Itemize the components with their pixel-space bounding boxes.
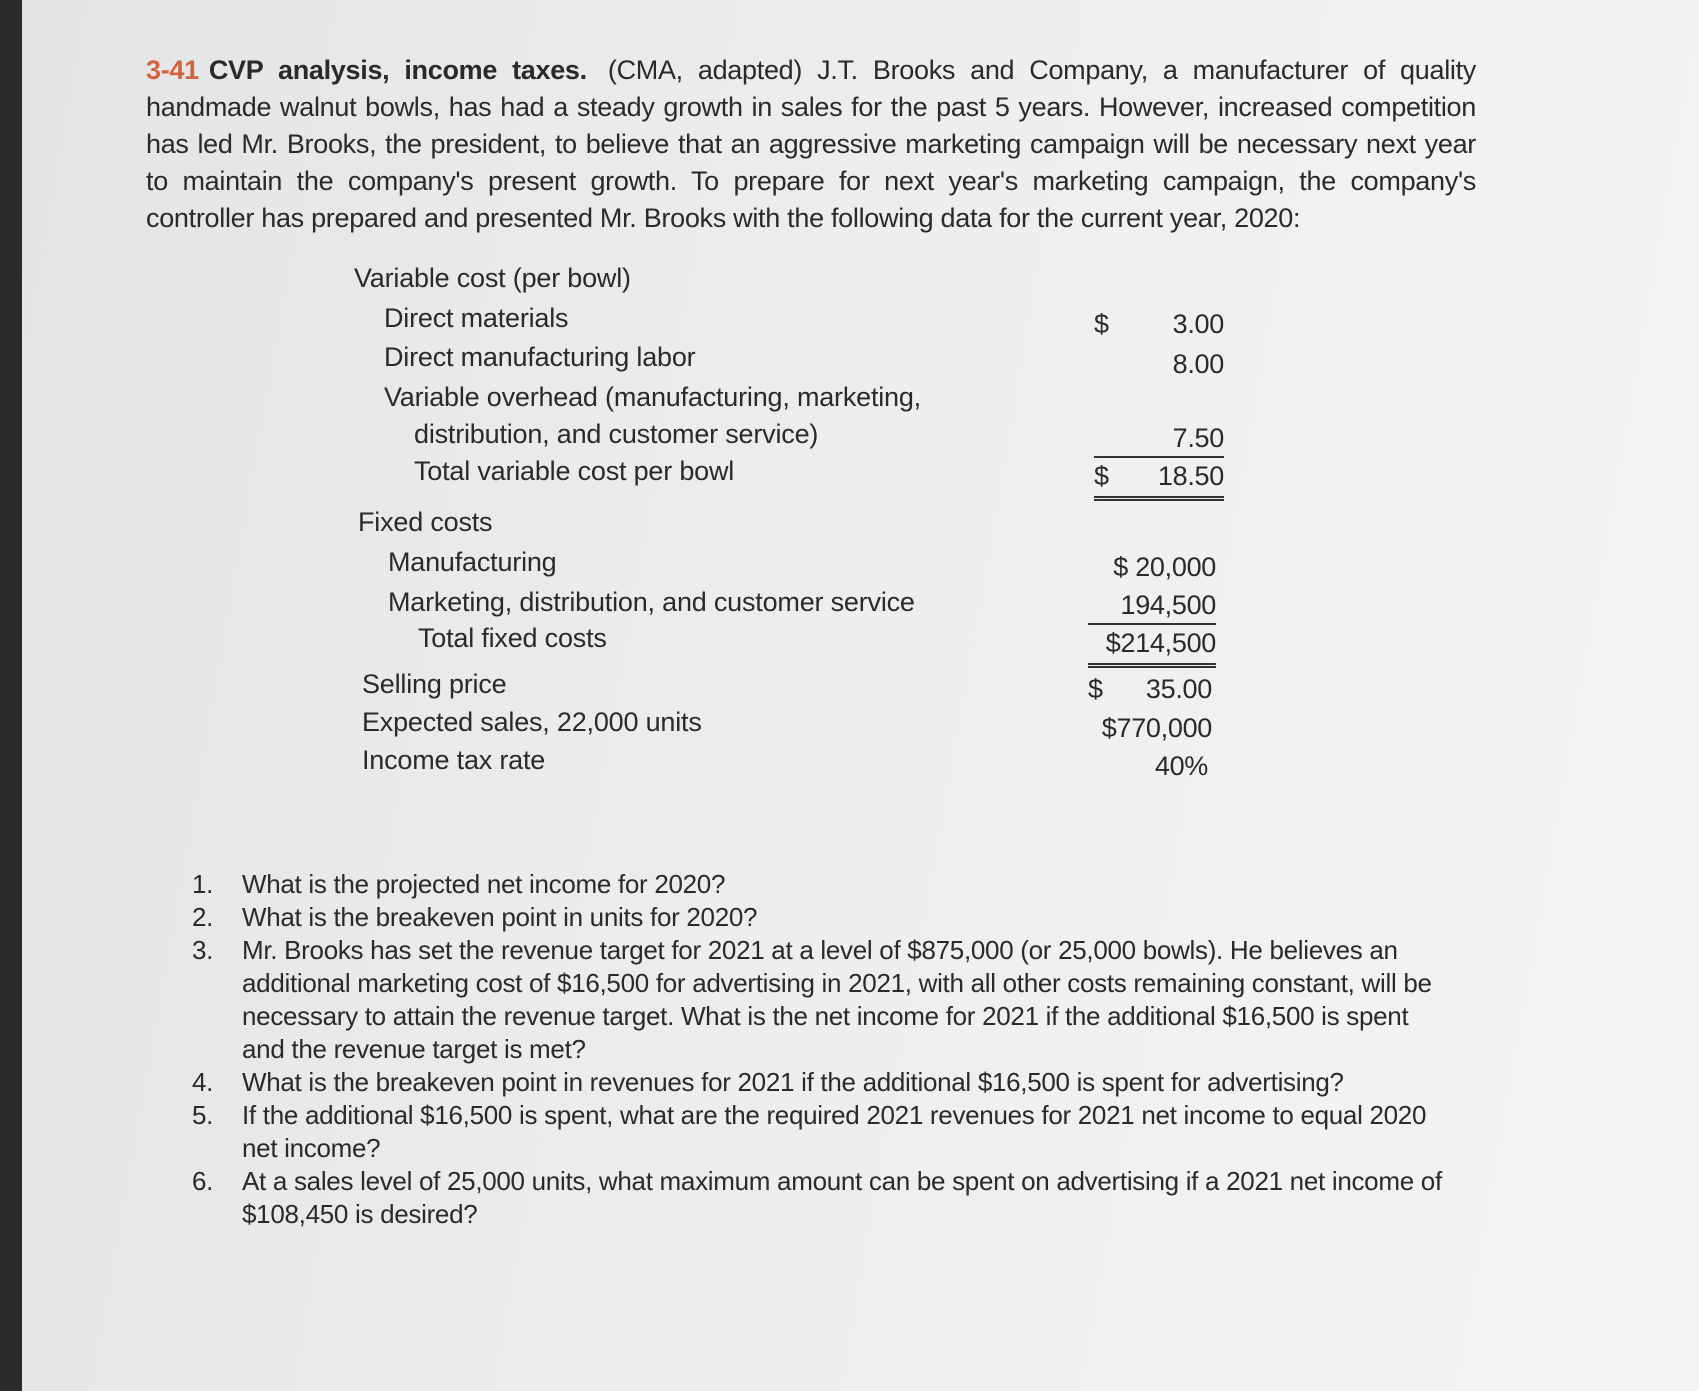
question-item [192, 1066, 1442, 1099]
problem-text: (CMA, adapted) J.T. Brooks and Company, a manufacturer of quality handmade walnut bowls, has had a steady growth in sales for the past 5 years. However, increased competition has led Mr. Brooks, the president, to believe that an aggressive marketing campaign will be necessary next year to maintain the company's present growth. To prepare for next year's marketing campaign, the company's controller has prepared and presented Mr. Brooks with the following data for the current year, 2020: [146, 55, 1476, 233]
total-fixed-amount: $214,500 [1088, 627, 1216, 668]
question-number: 3. [192, 935, 214, 965]
question-number: 6. [192, 1166, 214, 1196]
question-item [192, 934, 1442, 1066]
total-variable-label: Total variable cost per bowl [414, 456, 735, 486]
question-item [192, 1165, 1442, 1231]
question-item [192, 868, 1442, 901]
expected-sales-amount: $770,000 [1101, 713, 1212, 743]
question-item [192, 901, 1442, 934]
question-text: What is the breakeven point in units for 2020? [242, 902, 758, 932]
marketing-amount: 194,500 [1088, 589, 1216, 625]
selling-price-label: Selling price [362, 669, 507, 699]
variable-cost-header: Variable cost (per bowl) [354, 263, 631, 293]
tax-rate-label: Income tax rate [362, 745, 546, 775]
question-text: What is the projected net income for 2020? [242, 869, 726, 899]
question-text: Mr. Brooks has set the revenue target for 2021 at a level of $875,000 (or 25,000 bowls). He believes an additional marketing cost of $16,500 for advertising in 2021, with all other costs remaining constant, will be necessary to attain the revenue target. What is the net income for 2021 if the additional $16,500 is spent and the revenue target is met? [242, 935, 1432, 1064]
problem-title: CVP analysis, income taxes. [208, 55, 587, 85]
question-text: If the additional $16,500 is spent, what are the required 2021 revenues for 2021 net income to equal 2020 net income? [242, 1100, 1427, 1163]
dollar-sign: $ [1094, 309, 1109, 339]
variable-overhead-label-2: distribution, and customer service) [414, 419, 819, 449]
question-item [192, 1099, 1442, 1165]
tax-rate-amount: 40% [1154, 751, 1208, 781]
manufacturing-amount: $ 20,000 [1113, 552, 1216, 582]
dollar-sign: $ [1088, 674, 1103, 704]
total-variable-amount [1094, 460, 1224, 501]
manufacturing-label: Manufacturing [388, 547, 557, 577]
direct-labor-label: Direct manufacturing labor [384, 342, 696, 372]
direct-materials-label: Direct materials [384, 303, 569, 333]
question-number: 2. [192, 902, 214, 932]
question-number: 5. [192, 1100, 214, 1130]
textbook-page [22, 0, 1699, 1391]
direct-labor-amount: 8.00 [1172, 349, 1224, 379]
total-variable-value: 18.50 [1157, 461, 1224, 491]
variable-overhead-amount: 7.50 [1094, 422, 1224, 458]
question-number: 1. [192, 869, 214, 899]
marketing-label: Marketing, distribution, and customer service [388, 587, 915, 617]
question-list [192, 868, 1442, 1231]
selling-price-value: 35.00 [1145, 674, 1212, 704]
fixed-costs-header: Fixed costs [358, 507, 493, 537]
direct-materials-value: 3.00 [1172, 309, 1224, 339]
selling-price-amount [1088, 673, 1212, 705]
expected-sales-label: Expected sales, 22,000 units [362, 707, 702, 737]
question-text: At a sales level of 25,000 units, what maximum amount can be spent on advertising if a 2021 net income of $108,450 is desired? [242, 1166, 1442, 1229]
variable-overhead-label-1: Variable overhead (manufacturing, marketing, [384, 382, 921, 412]
direct-materials-amount [1094, 308, 1224, 340]
problem-number: 3-41 [146, 55, 199, 85]
dollar-sign: $ [1094, 461, 1109, 491]
question-text: What is the breakeven point in revenues for 2021 if the additional $16,500 is spent for advertising? [242, 1067, 1344, 1097]
total-fixed-label: Total fixed costs [418, 623, 607, 653]
question-number: 4. [192, 1067, 214, 1097]
